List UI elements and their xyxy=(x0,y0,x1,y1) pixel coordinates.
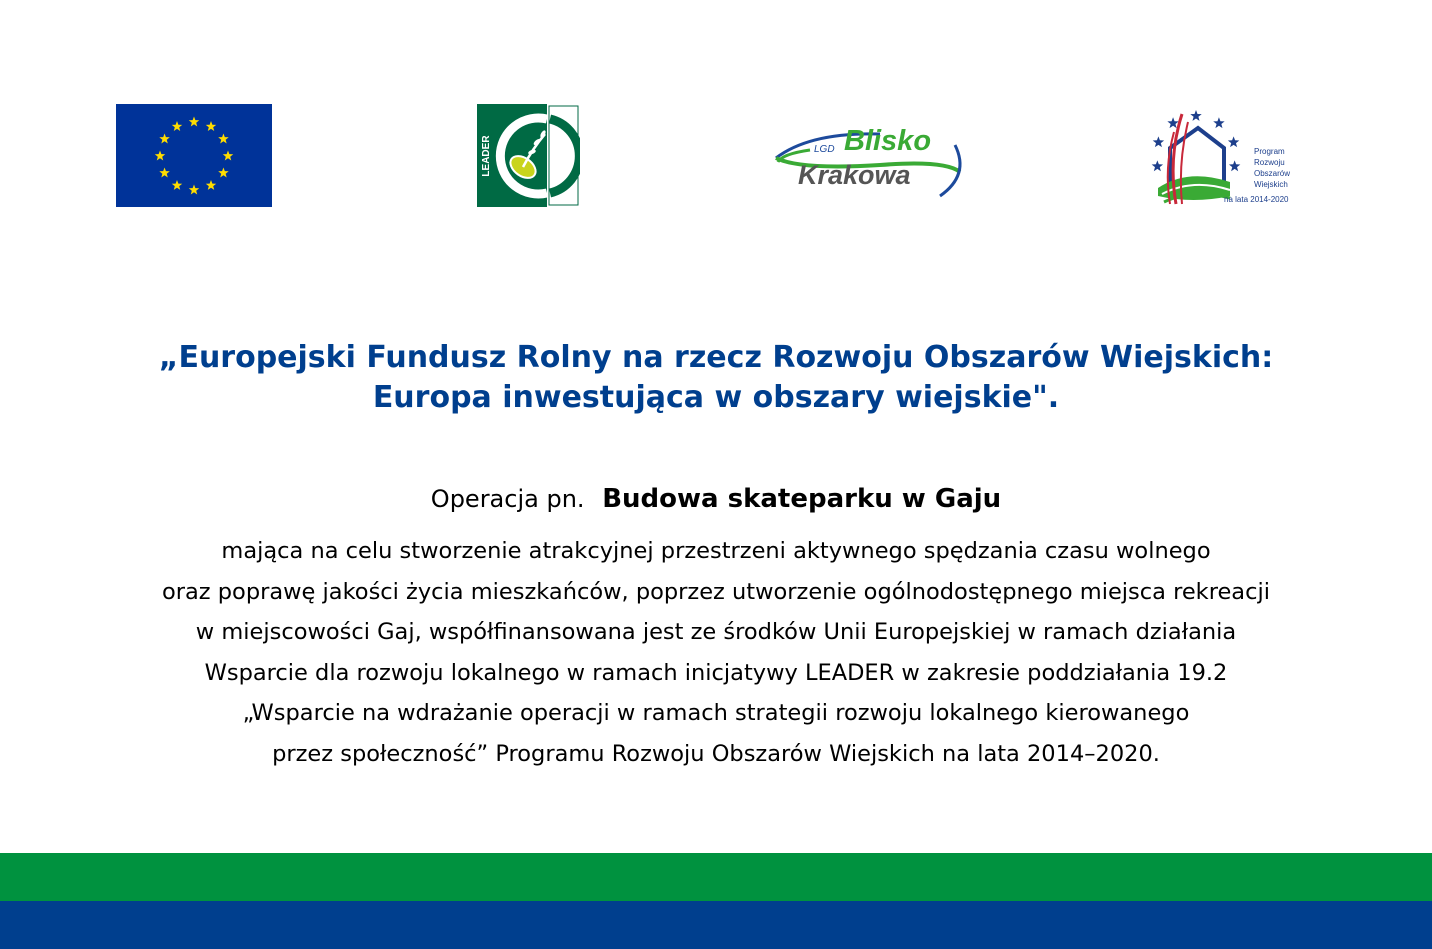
prow-star-5 xyxy=(1190,110,1201,121)
prow-star-3 xyxy=(1153,136,1164,147)
operation-name: Budowa skateparku w Gaju xyxy=(602,484,1002,514)
description-line-6: przez społeczność” Programu Rozwoju Obszarów Wiejskich na lata 2014–2020. xyxy=(272,740,1160,767)
lgd-word-blisko: Blisko xyxy=(844,125,932,157)
prow-text-line-2: Rozwoju xyxy=(1254,158,1285,167)
leader-logo-text: LEADER xyxy=(481,135,492,177)
lgd-blisko-krakowa-logo-icon xyxy=(770,120,970,205)
description-line-2: oraz poprawę jakości życia mieszkańców, poprzez utworzenie ogólnodostępnego miejsca rekreacji xyxy=(162,578,1270,605)
description-line-1: mająca na celu stworzenie atrakcyjnej przestrzeni aktywnego spędzania czasu wolnego xyxy=(221,538,1211,564)
prow-logo-icon xyxy=(1138,108,1313,214)
operation-heading xyxy=(0,480,1432,518)
prow-star-7 xyxy=(1228,136,1239,147)
operation-label: Operacja pn. xyxy=(430,485,585,513)
page-title xyxy=(0,338,1432,418)
lgd-prefix: LGD xyxy=(814,144,835,155)
title-line-1: „Europejski Fundusz Rolny na rzecz Rozwoju Obszarów Wiejskich: xyxy=(158,340,1274,375)
logos-row xyxy=(0,100,1432,212)
description-line-4: Wsparcie dla rozwoju lokalnego w ramach inicjatywy LEADER w zakresie poddziałania 19.2 xyxy=(204,659,1228,686)
prow-text-line-3: Obszarów xyxy=(1254,169,1291,178)
lgd-word-krakowa: Krakowa xyxy=(798,160,911,190)
prow-star-2 xyxy=(1152,160,1163,171)
leader-logo-icon xyxy=(477,104,580,207)
prow-text-line-4: Wiejskich xyxy=(1254,180,1288,189)
prow-star-6 xyxy=(1213,117,1224,128)
description-line-3: w miejscowości Gaj, współfinansowana jest ze środków Unii Europejskiej w ramach działania xyxy=(195,619,1237,646)
eu-flag-icon xyxy=(116,104,272,207)
prow-text-years: na lata 2014-2020 xyxy=(1224,195,1289,204)
description-line-5: „Wsparcie na wdrażanie operacji w ramach strategii rozwoju lokalnego kierowanego xyxy=(242,700,1190,727)
title-line-2: Europa inwestująca w obszary wiejskie". xyxy=(372,380,1060,415)
prow-star-8 xyxy=(1229,160,1240,171)
prow-text-line-1: Program xyxy=(1254,147,1285,156)
footer-band-blue xyxy=(0,901,1432,949)
footer-band-green xyxy=(0,853,1432,901)
operation-description xyxy=(0,531,1432,775)
